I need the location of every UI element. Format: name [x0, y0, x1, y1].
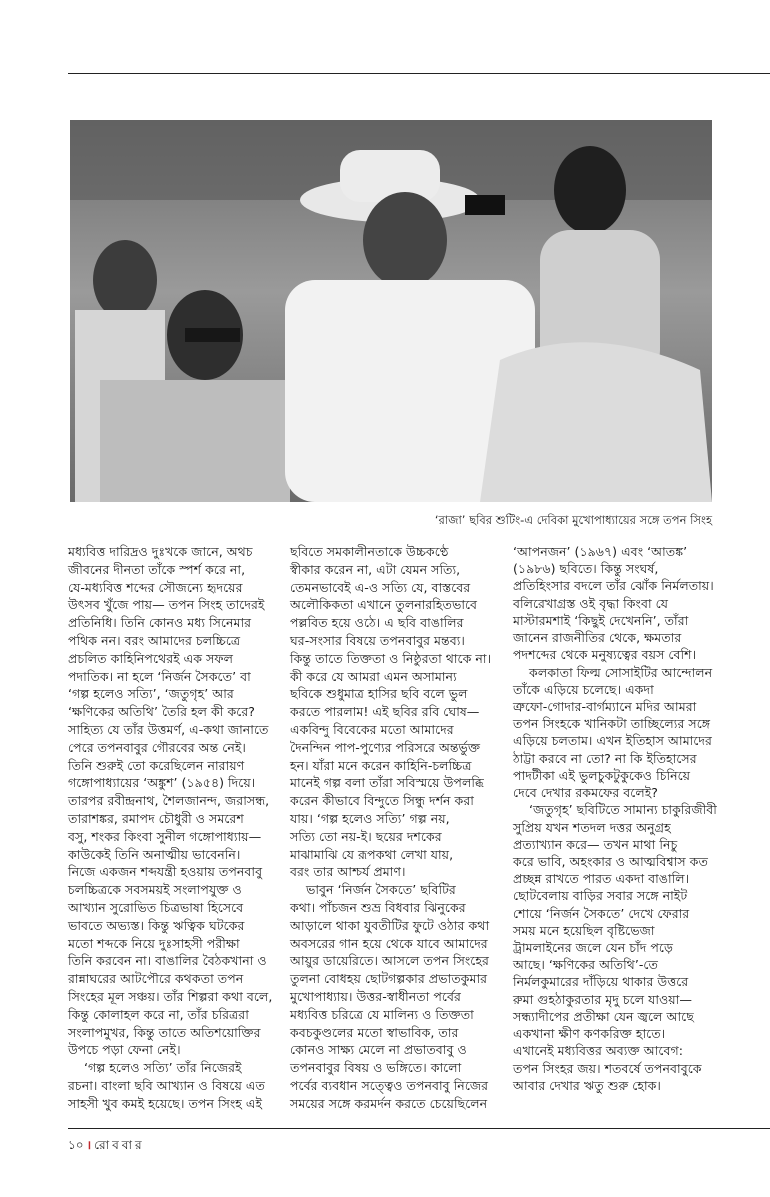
text-line: পল্লবিত হয়ে ওঠে। এ ছবি বাঙালির [290, 615, 464, 631]
text-line: রান্নাঘরের আটপৌরে কথকতা তপন [68, 971, 244, 987]
text-line: করতে পারলাম! এই ছবির রবি ঘোষ— [290, 704, 480, 720]
text-line: অবসরের গান হয়ে থেকে যাবে আমাদের [290, 935, 488, 951]
article-column-2 [290, 543, 500, 1113]
text-line: কবচকুণ্ডলের মতো স্বাভাবিক, তার [290, 1024, 459, 1040]
text-line: পাদটীকা এই ভুলচুকটুকুকেও চিনিয়ে [513, 767, 691, 783]
text-line: আড়ালে থাকা যুবতীটির ফুটে ওঠার কথা [290, 917, 490, 933]
text-line: আছে। ‘ক্ষণিকের অতিথি’-তে [513, 957, 658, 973]
text-line: করেন কীভাবে বিন্দুতে সিন্ধু দর্শন করা [290, 793, 474, 809]
text-line: সুপ্রিয় যখন শতদল দত্তর অনুগ্রহ [513, 819, 671, 835]
text-line: তপন সিংহর জয়। শতবর্ষে তপনবাবুকে [513, 1060, 702, 1076]
top-divider [68, 73, 770, 74]
text-line: সন্ধ্যাদীপের প্রতীক্ষা যেন জ্বলে আছে [513, 1008, 694, 1024]
text-line: জানেন রাজনীতির থেকে, ক্ষমতার [513, 630, 682, 646]
text-line: দেবে দেখার রকমফের বলেই? [513, 785, 658, 801]
text-line: তারপর রবীন্দ্রনাথ, শৈলজানন্দ, জরাসন্ধ, [68, 793, 270, 809]
magazine-name: রোববার [94, 1138, 145, 1152]
text-line: ‘জতুগৃহ’ ছবিটিতে সামান্য চাকুরিজীবী [513, 802, 717, 818]
text-line: ভাবুন ‘নির্জন সৈকতে’ ছবিটির [290, 882, 456, 898]
text-line: উৎসব খুঁজে পায়— তপন সিংহ তাদেরই [68, 597, 265, 613]
text-line: পথিক নন। বরং আমাদের চলচ্চিত্রে [68, 632, 241, 648]
text-line: উপচে পড়া ফেনা নেই। [68, 1042, 181, 1058]
text-line: শোয়ে ‘নির্জন সৈকতে’ দেখে ফেরার [513, 905, 690, 921]
text-line: কথা। পাঁচজন শুভ্র বিধবার ঝিনুকের [290, 899, 466, 915]
text-line: কিন্তু কোলাহল করে না, তাঁর চরিত্ররা [68, 1006, 249, 1022]
text-line: ভাবতে অভ্যস্ত। কিন্তু ঋত্বিক ঘটকের [68, 917, 245, 933]
text-line: পদাতিক। না হলে ‘নির্জন সৈকতে’ বা [68, 668, 251, 684]
text-line: মুখোপাধ্যায়। উত্তর-স্বাধীনতা পর্বের [290, 988, 461, 1004]
text-line: প্রচলিত কাহিনিপথেরই এক সফল [68, 650, 233, 666]
text-line: ‘গল্প হলেও সত্যি’, ‘জতুগৃহ’ আর [68, 686, 234, 702]
text-line: সত্যি তো নয়-ই। ছয়ের দশকের [290, 828, 442, 844]
text-line: (১৯৮৬) ছবিতে। কিন্তু সংঘর্ষ, [513, 561, 659, 577]
text-line: তপনবাবুর বিষয় ও ভঙ্গিতে। কালো [290, 1060, 462, 1076]
text-line: কিন্তু তাতে তিক্ততা ও নিষ্ঠুরতা থাকে না। [290, 650, 492, 666]
text-line: ঘর-সংসার বিষয়ে তপনবাবুর মন্তব্য। [290, 632, 465, 648]
text-line: আবার দেখার ঋতু শুরু হোক। [513, 1077, 661, 1093]
text-line: তিনি শুরুই তো করেছিলেন নারায়ণ [68, 757, 245, 773]
text-line: ট্রামলাইনের জলে যেন চাঁদ পড়ে [513, 940, 673, 956]
text-line: সাহিত্য যে তাঁর উত্তমর্ণ, এ-কথা জানাতে [68, 721, 269, 737]
text-line: নির্মলকুমারের দাঁড়িয়ে থাকার উত্তরে [513, 974, 689, 990]
text-line: তপন সিংহকে খানিকটা তাচ্ছিল্যের সঙ্গে [513, 716, 711, 732]
text-line: যায়। ‘গল্প হলেও সত্যি’ গল্প নয়, [290, 810, 450, 826]
text-line: ছবিকে শুধুমাত্র হাসির ছবি বলে ভুল [290, 686, 468, 702]
text-line: দৈনন্দিন পাপ-পুণ্যের পরিসরে অন্তর্ভুক্ত [290, 739, 481, 755]
text-line: এখানেই মধ্যবিত্তর অব্যক্ত আবেগ: [513, 1043, 683, 1059]
text-line: করে ভাবি, অহংকার ও আত্মবিশ্বাস কত [513, 853, 708, 869]
text-line: ‘ক্ষণিকের অতিথি’ তৈরি হল কী করে? [68, 704, 255, 720]
text-line: সিংহের মূল সঞ্চয়। তাঁর শিল্পরা কথা বলে, [68, 988, 273, 1004]
text-line: হন। যাঁরা মনে করেন কাহিনি-চলচ্চিত্র [290, 757, 472, 773]
text-line: প্রতিহিংসার বদলে তাঁর ঝোঁক নির্মলতায়। [513, 578, 714, 594]
text-line: ছোটবেলায় বাড়ির সবার সঙ্গে নাইট [513, 888, 688, 904]
photo-caption: ‘রাজা’ ছবির শুটিং-এ দেবিকা মুখোপাধ্যায়ের সঙ্গে তপন সিংহ [434, 513, 712, 527]
text-line: একবিন্দু বিবেকের মতো আমাদের [290, 721, 454, 737]
text-line: চলচ্চিত্রকে সবসময়ই সংলাপযুক্ত ও [68, 882, 242, 898]
footer-separator: । [86, 1138, 92, 1152]
text-line: মাস্টারমশাই ‘কিছুই দেখেননি’, তাঁরা [513, 612, 689, 628]
photo-illustration [70, 120, 712, 502]
text-line: পেরে তপনবাবুর গৌরবের অন্ত নেই। [68, 739, 246, 755]
text-line: মধ্যবিত্ত চরিত্রে যে মালিন্য ও তিক্ততা [290, 1006, 474, 1022]
bottom-divider [68, 1128, 770, 1129]
text-line: এড়িয়ে চলতাম। এখন ইতিহাস আমাদের [513, 733, 712, 749]
text-line: জীবনের দীনতা তাঁকে স্পর্শ করে না, [68, 561, 246, 577]
text-line: মতো শব্দকে নিয়ে দুঃসাহসী পরীক্ষা [68, 935, 240, 951]
text-line: সাহসী খুব কমই হয়েছে। তপন সিংহ এই [68, 1095, 263, 1111]
text-line: অলৌকিকতা এখানে তুলনারহিতভাবে [290, 597, 478, 613]
text-line: প্রতিনিধি। তিনি কোনও মধ্য সিনেমার [68, 615, 252, 631]
text-line: সংলাপমুখর, কিন্তু তাতে অতিশয়োক্তির [68, 1024, 261, 1040]
text-line: ত্রুফো-গোদার-বার্গম্যানে মদির আমরা [513, 698, 697, 714]
text-line: তারাশঙ্কর, রমাপদ চৌধুরী ও সমরেশ [68, 810, 244, 826]
article-column-1 [68, 543, 273, 1113]
text-line: মানেই গল্প বলা তাঁরা সবিস্ময়ে উপলব্ধি [290, 775, 484, 791]
text-line: কোনও সাক্ষ্য মেলে না প্রভাতবাবু ও [290, 1042, 467, 1058]
text-line: নিজে একজন শব্দযন্ত্রী হওয়ায় তপনবাবু [68, 864, 263, 880]
page-number: ১০ [68, 1138, 84, 1152]
page-footer [68, 1136, 145, 1157]
text-line: ছবিতে সমকালীনতাকে উচ্চকণ্ঠে [290, 544, 449, 559]
text-line: প্রত্যাখ্যান করে— তখন মাথা নিচু [513, 836, 678, 852]
text-line: ঠাট্টা করবে না তো? না কি ইতিহাসের [513, 750, 697, 766]
article-photo [70, 120, 712, 502]
text-line: বরং তার আশ্চর্য প্রমাণ। [290, 864, 406, 880]
text-line: তুলনা বোধহয় ছোটগল্পকার প্রভাতকুমার [290, 971, 488, 987]
text-line: স্বীকার করেন না, এটা যেমন সত্যি, [290, 561, 461, 577]
text-line: ‘আপনজন’ (১৯৬৭) এবং ‘আতঙ্ক’ [513, 544, 688, 559]
text-line: সময়ের সঙ্গে করমর্দন করতে চেয়েছিলেন [290, 1095, 488, 1111]
text-line: পর্বের ব্যবধান সত্ত্বেও তপনবাবু নিজের [290, 1077, 489, 1093]
text-line: বলিরেখাগ্রস্ত ওই বৃদ্ধা কিংবা যে [513, 595, 668, 611]
text-line: একখানা ক্ষীণ কণকরিক্ত হাতে। [513, 1026, 666, 1042]
text-line: পদশব্দের থেকে মনুষ্যত্বের বয়স বেশি। [513, 647, 697, 663]
text-line: সময় মনে হয়েছিল বৃষ্টিভেজা [513, 922, 655, 938]
text-line: তেমনভাবেই এ-ও সত্যি যে, বাস্তবের [290, 579, 471, 595]
text-line: আখ্যান সুরোভিত চিত্রভাষা হিসেবে [68, 899, 244, 915]
text-line: মাঝামাঝি যে রূপকথা লেখা যায়, [290, 846, 454, 862]
text-line: ‘গল্প হলেও সত্যি’ তাঁর নিজেরই [68, 1060, 242, 1076]
text-line: যে-মধ্যবিত্ত শব্দের সৌজন্যে হৃদয়ের [68, 579, 243, 595]
article-column-3 [513, 543, 718, 1094]
text-line: রচনা। বাংলা ছবি আখ্যান ও বিষয়ে এত [68, 1077, 265, 1093]
text-line: তিনি করবেন না। বাঙালির বৈঠকখানা ও [68, 953, 267, 969]
text-line: কলকাতা ফিল্ম সোসাইটির আন্দোলন [513, 664, 713, 680]
text-line: বসু, শংকর কিংবা সুনীল গঙ্গোপাধ্যায়— [68, 828, 262, 844]
text-line: প্রচ্ছন্ন রাখতে পারত একদা বাঙালি। [513, 871, 690, 887]
text-line: আয়ুর ডায়েরিতে। আসলে তপন সিংহের [290, 953, 489, 969]
text-line: তাঁকে এড়িয়ে চলেছে। একদা [513, 681, 654, 697]
text-line: মধ্যবিত্ত দারিদ্রও দুঃখকে জানে, অথচ [68, 544, 253, 559]
text-line: কী করে যে আমরা এমন অসামান্য [290, 668, 457, 684]
text-line: রুমা গুহঠাকুরতার মৃদু চলে যাওয়া— [513, 991, 692, 1007]
text-line: গঙ্গোপাধ্যায়ের ‘অঙ্কুশ’ (১৯৫৪) দিয়ে। [68, 775, 256, 791]
text-line: কাউকেই তিনি অনাত্মীয় ভাবেননি। [68, 846, 241, 862]
